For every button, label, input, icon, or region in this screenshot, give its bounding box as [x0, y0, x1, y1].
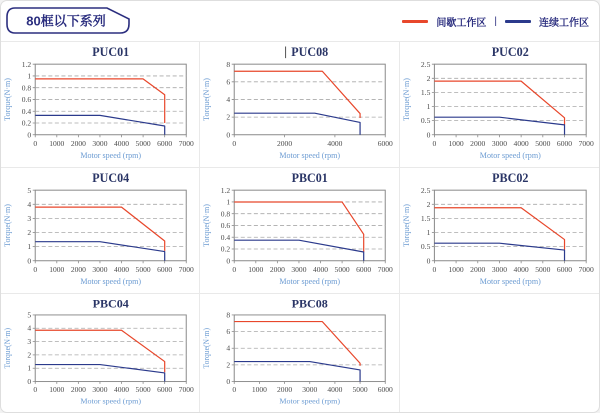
x-axis-label: Motor speed (rpm) [80, 276, 142, 286]
chart-title: PBC01 [291, 171, 329, 186]
x-tick-label: 7000 [578, 264, 594, 274]
x-tick-label: 0 [232, 264, 237, 274]
x-axis-label: Motor speed (rpm) [479, 276, 541, 286]
y-tick-label: 3 [27, 214, 32, 224]
x-tick-label: 6000 [556, 264, 572, 274]
x-axis-label: Motor speed (rpm) [80, 396, 142, 406]
x-tick-label: 2000 [469, 264, 485, 274]
y-tick-label: 0 [426, 256, 431, 266]
x-tick-label: 3000 [291, 264, 307, 274]
x-tick-label: 0 [33, 264, 38, 274]
chart-PUC02 [400, 42, 599, 167]
y-tick-label: 0 [226, 130, 231, 140]
y-tick-label: 4 [27, 199, 32, 209]
chart-title: PBC08 [291, 297, 329, 311]
y-tick-label: 1.2 [221, 185, 231, 195]
y-tick-label: 1 [226, 197, 231, 207]
chart-cell-PUC04 [1, 168, 200, 294]
y-tick-label: 4 [226, 343, 231, 353]
chart-PBC08 [200, 294, 398, 412]
x-axis-label: Motor speed (rpm) [279, 396, 341, 406]
y-axis-label: Torque(N·m) [3, 204, 13, 247]
x-tick-label: 2000 [70, 264, 86, 274]
chart-cell-PUC01 [1, 42, 200, 168]
x-tick-label: 0 [432, 264, 436, 274]
y-tick-label: 0.2 [221, 244, 231, 254]
x-tick-label: 4000 [513, 264, 529, 274]
x-tick-label: 3000 [491, 264, 507, 274]
x-tick-label: 4000 [113, 385, 130, 394]
chart-title: PUC02 [491, 45, 529, 60]
y-tick-label: 4 [226, 95, 231, 105]
y-tick-label: 1 [27, 363, 32, 373]
x-tick-label: 1000 [49, 264, 65, 274]
x-axis-label: Motor speed (rpm) [279, 150, 341, 160]
x-tick-label: 6000 [378, 138, 394, 148]
chart-cell-PBC02 [400, 168, 599, 294]
x-tick-label: 1000 [448, 138, 464, 148]
x-tick-label: 5000 [334, 264, 350, 274]
series-title-text: 80框以下系列 [26, 13, 106, 29]
x-tick-label: 3000 [491, 138, 507, 148]
x-tick-label: 6000 [157, 264, 173, 274]
x-tick-label: 5000 [135, 385, 151, 394]
chart-title: PUC01 [92, 45, 130, 60]
y-tick-label: 3 [27, 337, 32, 346]
x-tick-label: 1000 [252, 385, 268, 394]
y-tick-label: 0.8 [21, 83, 32, 93]
x-tick-label: 7000 [578, 138, 594, 148]
y-tick-label: 1.5 [420, 214, 431, 224]
chart-PBC01 [200, 168, 398, 293]
chart-cell-PUC08 [200, 42, 399, 168]
y-tick-label: 2 [226, 360, 231, 370]
intermittent-line-swatch [402, 20, 428, 23]
x-tick-label: 6000 [157, 385, 173, 394]
y-tick-label: 1 [426, 102, 431, 112]
x-tick-label: 1000 [49, 138, 65, 148]
x-tick-label: 6000 [157, 138, 173, 148]
x-tick-label: 5000 [135, 138, 151, 148]
x-tick-label: 5000 [352, 385, 368, 394]
x-axis-label: Motor speed (rpm) [479, 150, 541, 160]
y-tick-label: 0.5 [420, 116, 431, 126]
x-tick-label: 0 [432, 138, 436, 148]
y-tick-label: 1.2 [21, 59, 32, 69]
chart-cell-PBC01 [200, 168, 399, 294]
x-tick-label: 2000 [277, 385, 293, 394]
y-tick-label: 6 [226, 327, 231, 337]
y-tick-label: 0 [226, 256, 231, 266]
y-tick-label: 0 [27, 130, 32, 140]
y-tick-label: 0.6 [221, 221, 231, 231]
y-tick-label: 1 [27, 71, 32, 81]
y-axis-label: Torque(N·m) [202, 328, 212, 369]
y-tick-label: 0.5 [420, 242, 431, 252]
x-tick-label: 0 [232, 385, 237, 394]
x-tick-label: 4000 [513, 138, 529, 148]
x-tick-label: 1000 [248, 264, 264, 274]
y-axis-label: Torque(N·m) [2, 328, 13, 369]
y-tick-label: 0 [27, 256, 32, 266]
continuous-legend-label: 连续工作区 [539, 18, 589, 29]
x-tick-label: 7000 [178, 385, 194, 394]
y-tick-label: 2 [27, 228, 32, 238]
x-tick-label: 2000 [70, 138, 86, 148]
chart-PUC08 [200, 42, 398, 167]
x-tick-label: 4000 [327, 385, 343, 394]
x-tick-label: 0 [33, 138, 38, 148]
y-axis-label: Torque(N·m) [202, 78, 212, 121]
y-axis-label: Torque(N·m) [401, 204, 411, 247]
y-tick-label: 0.6 [21, 95, 32, 105]
chart-cell-PBC08 [200, 294, 399, 412]
x-tick-label: 2000 [469, 138, 485, 148]
x-tick-label: 2000 [270, 264, 286, 274]
legend-separator: | [494, 16, 497, 27]
x-tick-label: 6000 [378, 385, 394, 394]
y-tick-label: 1 [426, 228, 431, 238]
chart-PUC04 [1, 168, 199, 293]
y-tick-label: 0.4 [21, 106, 32, 116]
chart-cell-PBC04 [1, 294, 200, 412]
x-tick-label: 7000 [178, 264, 194, 274]
chart-PUC01 [1, 42, 199, 167]
x-tick-label: 6000 [556, 138, 572, 148]
y-axis-label: Torque(N·m) [401, 78, 411, 121]
x-tick-label: 5000 [135, 264, 151, 274]
y-tick-label: 8 [226, 310, 231, 320]
y-tick-label: 5 [27, 185, 32, 195]
y-tick-label: 0.2 [21, 118, 32, 128]
chart-title: PBC02 [491, 171, 529, 186]
x-tick-label: 4000 [327, 138, 343, 148]
chart-title: PUC08 [291, 45, 329, 60]
x-tick-label: 0 [33, 385, 38, 394]
charts-grid [1, 41, 599, 412]
x-tick-label: 5000 [534, 138, 551, 148]
x-tick-label: 4000 [113, 264, 130, 274]
x-tick-label: 3000 [302, 385, 318, 394]
x-tick-label: 3000 [92, 385, 108, 394]
plot-area [35, 190, 186, 261]
y-tick-label: 4 [27, 323, 32, 333]
chart-PBC02 [400, 168, 599, 293]
series-title-badge [6, 7, 130, 34]
x-axis-label: Motor speed (rpm) [80, 150, 142, 160]
y-tick-label: 2 [426, 199, 431, 209]
y-tick-label: 2 [426, 73, 431, 83]
x-tick-label: 7000 [378, 264, 394, 274]
y-tick-label: 1.5 [420, 88, 431, 98]
y-tick-label: 2.5 [420, 59, 431, 69]
continuous-line-swatch [505, 20, 531, 23]
y-tick-label: 5 [27, 310, 32, 320]
chart-title: PBC04 [92, 297, 129, 311]
x-tick-label: 2000 [70, 385, 86, 394]
chart-title: PUC04 [92, 171, 130, 186]
plot-area [35, 315, 186, 382]
y-tick-label: 6 [226, 77, 231, 87]
y-tick-label: 8 [226, 59, 231, 69]
y-tick-label: 0 [426, 130, 431, 140]
y-tick-label: 1 [27, 242, 32, 252]
y-tick-label: 2.5 [420, 185, 431, 195]
legend [402, 14, 589, 29]
y-tick-label: 0.4 [221, 232, 231, 242]
x-tick-label: 4000 [313, 264, 329, 274]
x-tick-label: 1000 [448, 264, 464, 274]
x-tick-label: 7000 [178, 138, 194, 148]
x-axis-label: Motor speed (rpm) [279, 276, 341, 286]
y-tick-label: 0.8 [221, 209, 231, 219]
y-axis-label: Torque(N·m) [3, 78, 13, 121]
chart-PBC04 [1, 294, 199, 412]
y-tick-label: 0 [226, 377, 231, 386]
empty-cell [400, 294, 599, 412]
chart-cell-PUC02 [400, 42, 599, 168]
x-tick-label: 2000 [277, 138, 293, 148]
y-axis-label: Torque(N·m) [202, 204, 212, 247]
x-tick-label: 4000 [113, 138, 130, 148]
x-tick-label: 1000 [49, 385, 65, 394]
x-tick-label: 5000 [534, 264, 551, 274]
y-tick-label: 2 [226, 112, 231, 122]
x-tick-label: 0 [232, 138, 237, 148]
header [1, 1, 599, 41]
intermittent-legend-label: 间歇工作区 [436, 18, 487, 29]
x-tick-label: 3000 [92, 138, 108, 148]
x-tick-label: 3000 [92, 264, 108, 274]
x-tick-label: 6000 [356, 264, 372, 274]
y-tick-label: 0 [27, 377, 32, 386]
y-tick-label: 2 [27, 350, 32, 360]
